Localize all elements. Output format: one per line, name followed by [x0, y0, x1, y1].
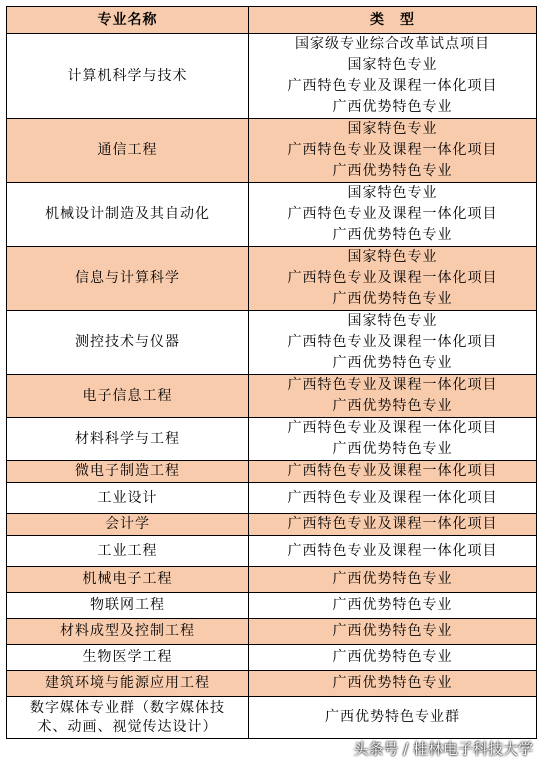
- table-body: [7, 34, 537, 739]
- header-type: 类 型: [249, 7, 537, 34]
- table-row: [7, 593, 537, 619]
- major-name-cell: [7, 119, 249, 183]
- major-type: 广西特色专业及课程一体化项目: [287, 489, 498, 506]
- major-name-cell: [7, 247, 249, 311]
- major-type: 广西特色专业及课程一体化项目: [287, 206, 498, 222]
- major-name: 数字媒体专业群（数字媒体技: [30, 699, 225, 716]
- major-type-cell: [249, 567, 537, 593]
- table-row: [7, 567, 537, 593]
- major-type: 广西优势特色专业: [332, 163, 453, 179]
- major-type-cell: [249, 536, 537, 567]
- major-type-cell: [249, 483, 537, 514]
- major-type-cell: [249, 183, 537, 247]
- major-name: 建筑环境与能源应用工程: [45, 675, 210, 691]
- major-type-cell: [249, 461, 537, 483]
- major-name: 工业设计: [97, 489, 158, 506]
- major-name: 材料科学与工程: [75, 430, 180, 447]
- major-name: 电子信息工程: [82, 387, 173, 404]
- major-type-cell: [249, 418, 537, 461]
- major-name-cell: [7, 671, 249, 697]
- table-row: [7, 418, 537, 461]
- major-name: 机械设计制造及其自动化: [45, 206, 210, 222]
- major-type-cell: [249, 247, 537, 311]
- major-name-cell: [7, 619, 249, 645]
- major-name: 材料成型及控制工程: [60, 623, 195, 639]
- major-type: 广西特色专业及课程一体化项目: [287, 78, 498, 94]
- major-type: 广西特色专业及课程一体化项目: [287, 334, 498, 350]
- table-row: [7, 375, 537, 418]
- watermark-text: 头条号 / 桂林电子科技大学: [353, 740, 533, 758]
- major-name: 测控技术与仪器: [75, 334, 180, 350]
- major-type-cell: [249, 645, 537, 671]
- major-name: 物联网工程: [90, 597, 165, 613]
- major-type: 广西特色专业及课程一体化项目: [287, 516, 498, 532]
- major-type: 国家特色专业: [347, 121, 438, 137]
- major-name-cell: [7, 697, 249, 739]
- major-name: 通信工程: [97, 142, 158, 158]
- major-type: 广西优势特色专业: [332, 99, 453, 115]
- major-name: 工业工程: [97, 542, 158, 559]
- major-type: 广西特色专业及课程一体化项目: [287, 142, 498, 158]
- major-type: 广西特色专业及课程一体化项目: [287, 270, 498, 286]
- major-type-cell: [249, 119, 537, 183]
- major-name: 计算机科学与技术: [67, 67, 188, 84]
- header-major-name: 专业名称: [7, 7, 249, 34]
- table-row: [7, 461, 537, 483]
- major-type-cell: [249, 619, 537, 645]
- major-type-cell: [249, 593, 537, 619]
- major-type: 广西优势特色专业: [332, 623, 453, 639]
- major-type-cell: [249, 671, 537, 697]
- major-type-cell: [249, 34, 537, 119]
- major-name-cell: [7, 375, 249, 418]
- major-name-cell: [7, 418, 249, 461]
- major-name: 微电子制造工程: [75, 463, 180, 479]
- major-type-cell: [249, 375, 537, 418]
- major-name-cell: [7, 311, 249, 375]
- major-name-cell: [7, 593, 249, 619]
- table-row: [7, 697, 537, 739]
- table-row: [7, 671, 537, 697]
- table-row: [7, 536, 537, 567]
- major-type: 广西特色专业及课程一体化项目: [287, 542, 498, 559]
- major-name: 机械电子工程: [82, 571, 173, 587]
- major-name-cell: [7, 645, 249, 671]
- table-row: [7, 183, 537, 247]
- major-type: 广西优势特色专业: [332, 649, 453, 665]
- table-row: [7, 619, 537, 645]
- major-type-cell: [249, 514, 537, 536]
- major-type: 广西优势特色专业: [332, 571, 453, 587]
- major-type-cell: [249, 311, 537, 375]
- table-row: [7, 514, 537, 536]
- major-name-cell: [7, 514, 249, 536]
- header-row: [7, 7, 537, 34]
- major-type: 广西优势特色专业: [332, 441, 453, 457]
- major-type: 广西优势特色专业: [332, 597, 453, 613]
- major-type: 国家特色专业: [347, 249, 438, 265]
- major-type: 广西特色专业及课程一体化项目: [287, 377, 498, 393]
- table-row: [7, 645, 537, 671]
- major-name-cell: [7, 183, 249, 247]
- major-type: 广西优势特色专业: [332, 675, 453, 691]
- major-type: 广西优势特色专业群: [325, 709, 460, 725]
- major-type: 广西优势特色专业: [332, 398, 453, 414]
- major-name-cell: [7, 536, 249, 567]
- major-type: 国家特色专业: [347, 313, 438, 329]
- majors-table: [6, 6, 537, 739]
- table-row: [7, 247, 537, 311]
- major-name-cell: [7, 34, 249, 119]
- major-name: 会计学: [105, 516, 150, 532]
- major-type: 广西优势特色专业: [332, 227, 453, 243]
- major-name-cell: [7, 461, 249, 483]
- major-name-cell: [7, 567, 249, 593]
- major-type: 广西优势特色专业: [332, 355, 453, 371]
- table-row: [7, 119, 537, 183]
- major-type: 广西优势特色专业: [332, 291, 453, 307]
- major-name: 术、动画、视觉传达设计）: [37, 718, 218, 735]
- major-type: 广西特色专业及课程一体化项目: [287, 463, 498, 479]
- major-type: 国家特色专业: [347, 185, 438, 201]
- major-type: 广西特色专业及课程一体化项目: [287, 420, 498, 436]
- major-type: 国家特色专业: [347, 57, 438, 73]
- major-name: 生物医学工程: [82, 649, 173, 665]
- table-row: [7, 483, 537, 514]
- major-name-cell: [7, 483, 249, 514]
- table-row: [7, 311, 537, 375]
- major-name: 信息与计算科学: [75, 270, 180, 286]
- major-type: 国家级专业综合改革试点项目: [295, 36, 490, 52]
- table-row: [7, 34, 537, 119]
- major-type-cell: [249, 697, 537, 739]
